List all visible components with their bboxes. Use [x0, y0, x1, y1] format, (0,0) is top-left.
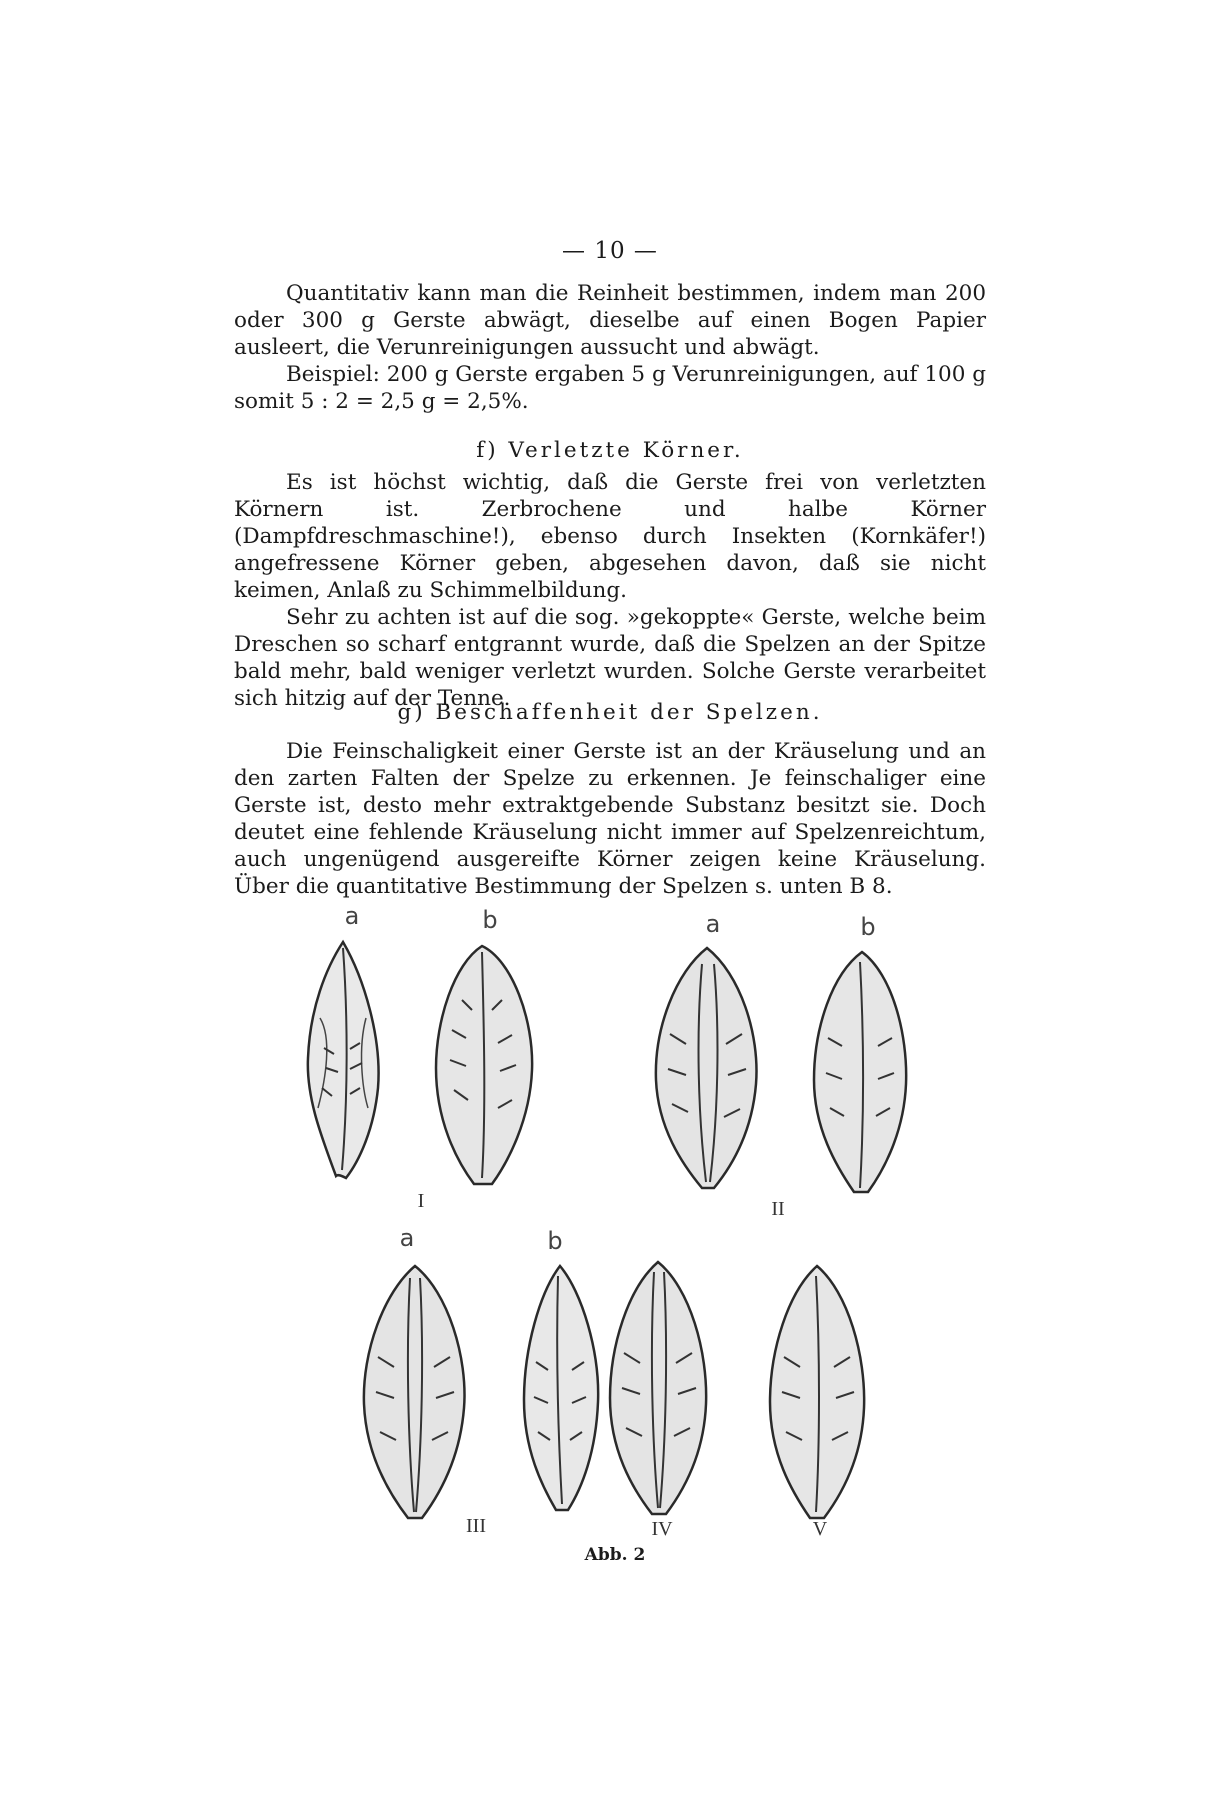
paragraph-example: Beispiel: 200 g Gerste ergaben 5 g Verunreinigungen, auf 100 g somit 5 : 2 = 2,5 g = 2,5%.: [234, 362, 986, 414]
barley-grain-illustration: [606, 1258, 711, 1520]
figure-group-label: V: [812, 1518, 828, 1540]
paragraph-husk-quality: Die Feinschaligkeit einer Gerste ist an der Kräuselung und an den zarten Falten der Spelze zu erkennen. Je feinschaliger eine Gerste ist, desto mehr extraktgebende Substanz besitzt sie. Doch deutet eine fehlende Kräuselung nicht immer auf Spelzenreichtum, auch ungenügend ausgereifte Körner zeigen keine Kräuselung. Über die quantitative Bestimmung der Spelzen s. unten B 8.: [234, 739, 986, 899]
paragraph-damaged-grains: Es ist höchst wichtig, daß die Gerste frei von verletzten Körnern ist. Zerbrochene und halbe Körner (Dampfdreschmaschine!), ebenso durch Insekten (Kornkäfer!) angefressene Körner geben, abgesehen davon, daß sie nicht keimen, Anlaß zu Schimmelbildung.: [234, 470, 986, 603]
barley-grain-illustration: [360, 1262, 470, 1524]
figure-group-label: IV: [651, 1518, 673, 1540]
figure-group-label: I: [417, 1190, 425, 1212]
page-number: — 10 —: [562, 238, 658, 264]
text-section-reinheit: [234, 280, 986, 415]
barley-grain-illustration: [652, 944, 762, 1194]
figure-label-b: b: [547, 1227, 563, 1255]
figure-group-label: II: [771, 1198, 785, 1220]
figure-caption: Abb. 2: [584, 1545, 646, 1565]
paragraph-quantitative-purity: Quantitativ kann man die Reinheit bestimmen, indem man 200 oder 300 g Gerste abwägt, dieselbe auf einen Bogen Papier ausleert, die Verunreinigungen aussucht und abwägt.: [234, 281, 986, 360]
figure-label-b: b: [482, 906, 498, 934]
figure-group-label: III: [466, 1515, 486, 1537]
barley-grain-illustration: [432, 940, 537, 1190]
barley-grain-illustration: [302, 938, 384, 1182]
heading-beschaffenheit-spelzen: g) Beschaffenheit der Spelzen.: [397, 700, 823, 725]
heading-verletzte-koerner: f) Verletzte Körner.: [476, 438, 744, 463]
barley-grain-illustration: [810, 948, 910, 1198]
text-section-verletzte: [234, 469, 986, 712]
paragraph-gekoppte-gerste: Sehr zu achten ist auf die sog. »gekoppte« Gerste, welche beim Dreschen so scharf entgrannt wurde, daß die Spelzen an der Spitze bald mehr, bald weniger verletzt wurden. Solche Gerste verarbeitet sich hitzig auf der Tenne.: [234, 605, 986, 711]
barley-grain-illustration: [520, 1262, 602, 1514]
figure-label-a: a: [705, 910, 721, 938]
text-section-spelzen: [234, 738, 986, 900]
figure-label-a: a: [399, 1224, 415, 1252]
figure-label-b: b: [860, 913, 876, 941]
figure-label-a: a: [344, 902, 360, 930]
barley-grain-illustration: [766, 1262, 868, 1524]
